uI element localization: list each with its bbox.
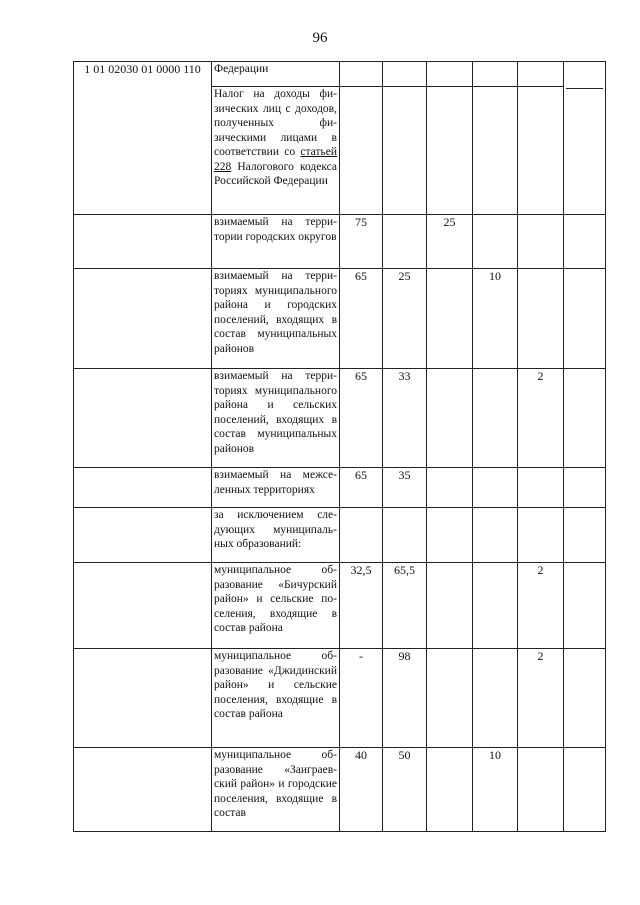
page-number: 96 bbox=[312, 30, 328, 46]
value-cell bbox=[473, 468, 518, 508]
extra-column-cell bbox=[564, 215, 606, 269]
value-cell: 65 bbox=[340, 369, 383, 468]
row-name-part: Налог на доходы физических лиц с доходов, полученных физическими лицами в соответствии со bbox=[214, 88, 337, 158]
value-cell: 50 bbox=[383, 748, 427, 832]
value-cell bbox=[427, 468, 473, 508]
value-cell: 33 bbox=[383, 369, 427, 468]
table-row bbox=[74, 62, 606, 87]
extra-column-cell bbox=[564, 468, 606, 508]
value-cell bbox=[473, 563, 518, 649]
value-cell bbox=[427, 649, 473, 748]
row-name: взимаемый на территории городских округов bbox=[212, 215, 340, 269]
extra-column-divider bbox=[566, 62, 603, 89]
value-cell: 65 bbox=[340, 468, 383, 508]
row-name: муниципальное образование «Бичурский район» и сельские поселения, входящие в состав района bbox=[212, 563, 340, 649]
extra-column-cell bbox=[564, 508, 606, 563]
table-row bbox=[74, 508, 606, 563]
table-row bbox=[74, 563, 606, 649]
empty-code-cell bbox=[74, 269, 212, 369]
value-cell bbox=[473, 369, 518, 468]
value-cell: 35 bbox=[383, 468, 427, 508]
value-cell: 2 bbox=[518, 649, 564, 748]
value-cell bbox=[383, 508, 427, 563]
value-cell: 75 bbox=[340, 215, 383, 269]
row-name: взимаемый на территориях муниципального района и сельских поселений, входящих в состав муниципальных районов bbox=[212, 369, 340, 468]
value-cell: 10 bbox=[473, 748, 518, 832]
value-cell bbox=[340, 508, 383, 563]
value-cell bbox=[383, 87, 427, 215]
value-cell bbox=[427, 62, 473, 87]
value-cell: 65 bbox=[340, 269, 383, 369]
value-cell: 2 bbox=[518, 369, 564, 468]
row-name: взимаемый на территориях муниципального района и городских поселений, входящих в состав муниципальных районов bbox=[212, 269, 340, 369]
empty-code-cell bbox=[74, 748, 212, 832]
value-cell bbox=[383, 62, 427, 87]
article-link: статьей 228 bbox=[214, 146, 337, 173]
empty-code-cell bbox=[74, 649, 212, 748]
row-name: Федерации bbox=[212, 62, 340, 87]
empty-code-cell bbox=[74, 369, 212, 468]
value-cell: 25 bbox=[427, 215, 473, 269]
value-cell: 65,5 bbox=[383, 563, 427, 649]
table-row bbox=[74, 369, 606, 468]
value-cell bbox=[340, 62, 383, 87]
row-name: взимаемый на межселенных территориях bbox=[212, 468, 340, 508]
value-cell: 25 bbox=[383, 269, 427, 369]
value-cell bbox=[427, 508, 473, 563]
value-cell bbox=[518, 468, 564, 508]
budget-distribution-table bbox=[73, 61, 606, 832]
value-cell bbox=[340, 87, 383, 215]
extra-column-cell bbox=[564, 563, 606, 649]
value-cell bbox=[518, 62, 564, 87]
row-name-part: Налогового кодекса Российской Федерации bbox=[214, 160, 337, 187]
extra-column-cell bbox=[564, 748, 606, 832]
value-cell: 2 bbox=[518, 563, 564, 649]
value-cell: 10 bbox=[473, 269, 518, 369]
value-cell bbox=[518, 87, 564, 215]
value-cell bbox=[473, 649, 518, 748]
empty-code-cell bbox=[74, 508, 212, 563]
value-cell bbox=[473, 62, 518, 87]
value-cell bbox=[427, 748, 473, 832]
value-cell: 98 bbox=[383, 649, 427, 748]
row-name: за исключением следующих муниципальных образований: bbox=[212, 508, 340, 563]
value-cell bbox=[518, 269, 564, 369]
value-cell: 32,5 bbox=[340, 563, 383, 649]
value-cell: 40 bbox=[340, 748, 383, 832]
table-row bbox=[74, 649, 606, 748]
extra-column-cell bbox=[564, 369, 606, 468]
table-row bbox=[74, 468, 606, 508]
extra-column-cell bbox=[564, 62, 606, 215]
table-row bbox=[74, 748, 606, 832]
extra-column-cell bbox=[564, 649, 606, 748]
value-cell bbox=[518, 508, 564, 563]
value-cell bbox=[383, 215, 427, 269]
empty-code-cell bbox=[74, 215, 212, 269]
value-cell bbox=[473, 87, 518, 215]
row-name: муниципальное образование «Заиграевский район» и городские поселения, входящие в состав bbox=[212, 748, 340, 832]
value-cell bbox=[427, 369, 473, 468]
table-row bbox=[74, 269, 606, 369]
value-cell bbox=[427, 563, 473, 649]
budget-classification-code: 1 01 02030 01 0000 110 bbox=[74, 62, 212, 215]
value-cell bbox=[518, 215, 564, 269]
row-name bbox=[212, 87, 340, 215]
row-name: муниципальное образование «Джидинский район» и сельские поселения, входящие в состав района bbox=[212, 649, 340, 748]
value-cell bbox=[473, 508, 518, 563]
value-cell: - bbox=[340, 649, 383, 748]
value-cell bbox=[518, 748, 564, 832]
value-cell bbox=[427, 269, 473, 369]
value-cell bbox=[427, 87, 473, 215]
empty-code-cell bbox=[74, 563, 212, 649]
table-row bbox=[74, 215, 606, 269]
empty-code-cell bbox=[74, 468, 212, 508]
extra-column-cell bbox=[564, 269, 606, 369]
value-cell bbox=[473, 215, 518, 269]
